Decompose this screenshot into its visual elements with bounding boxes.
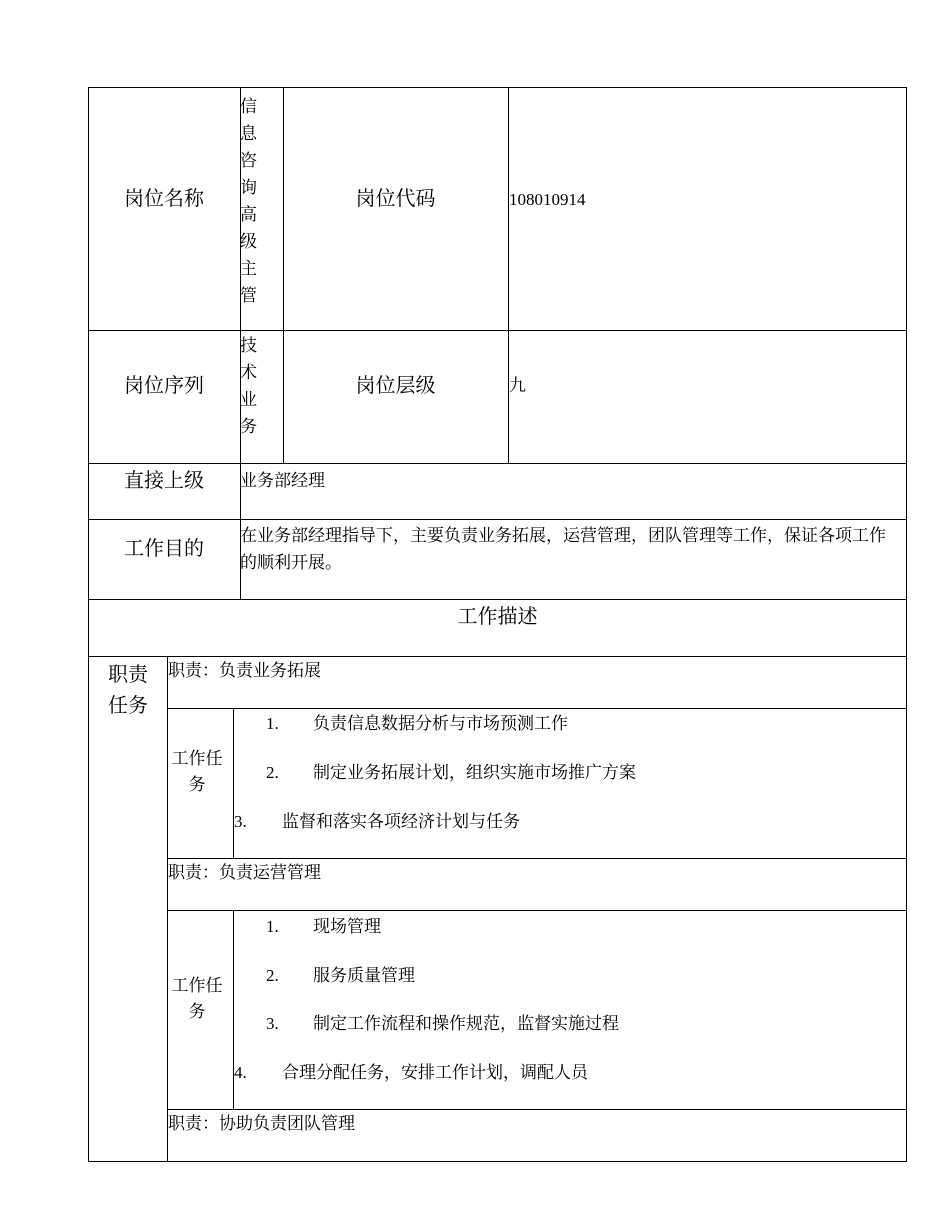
- task-text: 服务质量管理: [313, 966, 415, 985]
- position-level-label: 岗位层级: [355, 375, 436, 397]
- position-code-value: 108010914: [509, 190, 586, 209]
- task-text: 制定业务拓展计划，组织实施市场推广方案: [313, 763, 636, 782]
- task-item: [266, 761, 636, 785]
- duty-title: 职责：协助负责团队管理: [168, 1114, 355, 1133]
- task-text: 负责信息数据分析与市场预测工作: [313, 714, 568, 733]
- purpose-label: 工作目的: [124, 538, 204, 560]
- task-number: 1.: [266, 917, 279, 936]
- task-number: 2.: [266, 966, 279, 985]
- position-name-label: 岗位名称: [124, 188, 204, 210]
- task-item: [266, 1012, 619, 1036]
- task-item: [234, 1061, 588, 1085]
- task-number: 2.: [266, 763, 279, 782]
- task-text: 制定工作流程和操作规范，监督实施过程: [313, 1014, 619, 1033]
- task-label: 工作任务: [171, 976, 223, 1021]
- task-text: 合理分配任务，安排工作计划，调配人员: [282, 1063, 588, 1082]
- duty-title: 职责：负责运营管理: [168, 863, 321, 882]
- task-number: 3.: [234, 812, 247, 831]
- position-series-label: 岗位序列: [124, 375, 204, 397]
- task-item: [266, 915, 381, 939]
- position-name-value: 信息咨询高级主管: [240, 97, 257, 305]
- superior-label: 直接上级: [124, 470, 204, 492]
- position-code-label: 岗位代码: [355, 188, 436, 210]
- task-item: [266, 712, 568, 736]
- task-text: 监督和落实各项经济计划与任务: [282, 812, 520, 831]
- purpose-value: 在业务部经理指导下，主要负责业务拓展，运营管理，团队管理等工作，保证各项工作的顺利开展。: [240, 526, 886, 572]
- task-number: 1.: [266, 714, 279, 733]
- task-item: [234, 810, 520, 834]
- position-series-value: 技术业务: [240, 336, 257, 436]
- task-label: 工作任务: [171, 749, 223, 794]
- duties-section-label: 职责任务: [108, 664, 148, 717]
- duty-title: 职责：负责业务拓展: [168, 661, 321, 680]
- superior-value: 业务部经理: [240, 471, 325, 490]
- position-level-value: 九: [509, 376, 526, 395]
- task-number: 3.: [266, 1014, 279, 1033]
- task-text: 现场管理: [313, 917, 381, 936]
- task-number: 4.: [234, 1063, 247, 1082]
- task-item: [266, 964, 415, 988]
- work-description-title: 工作描述: [457, 606, 538, 628]
